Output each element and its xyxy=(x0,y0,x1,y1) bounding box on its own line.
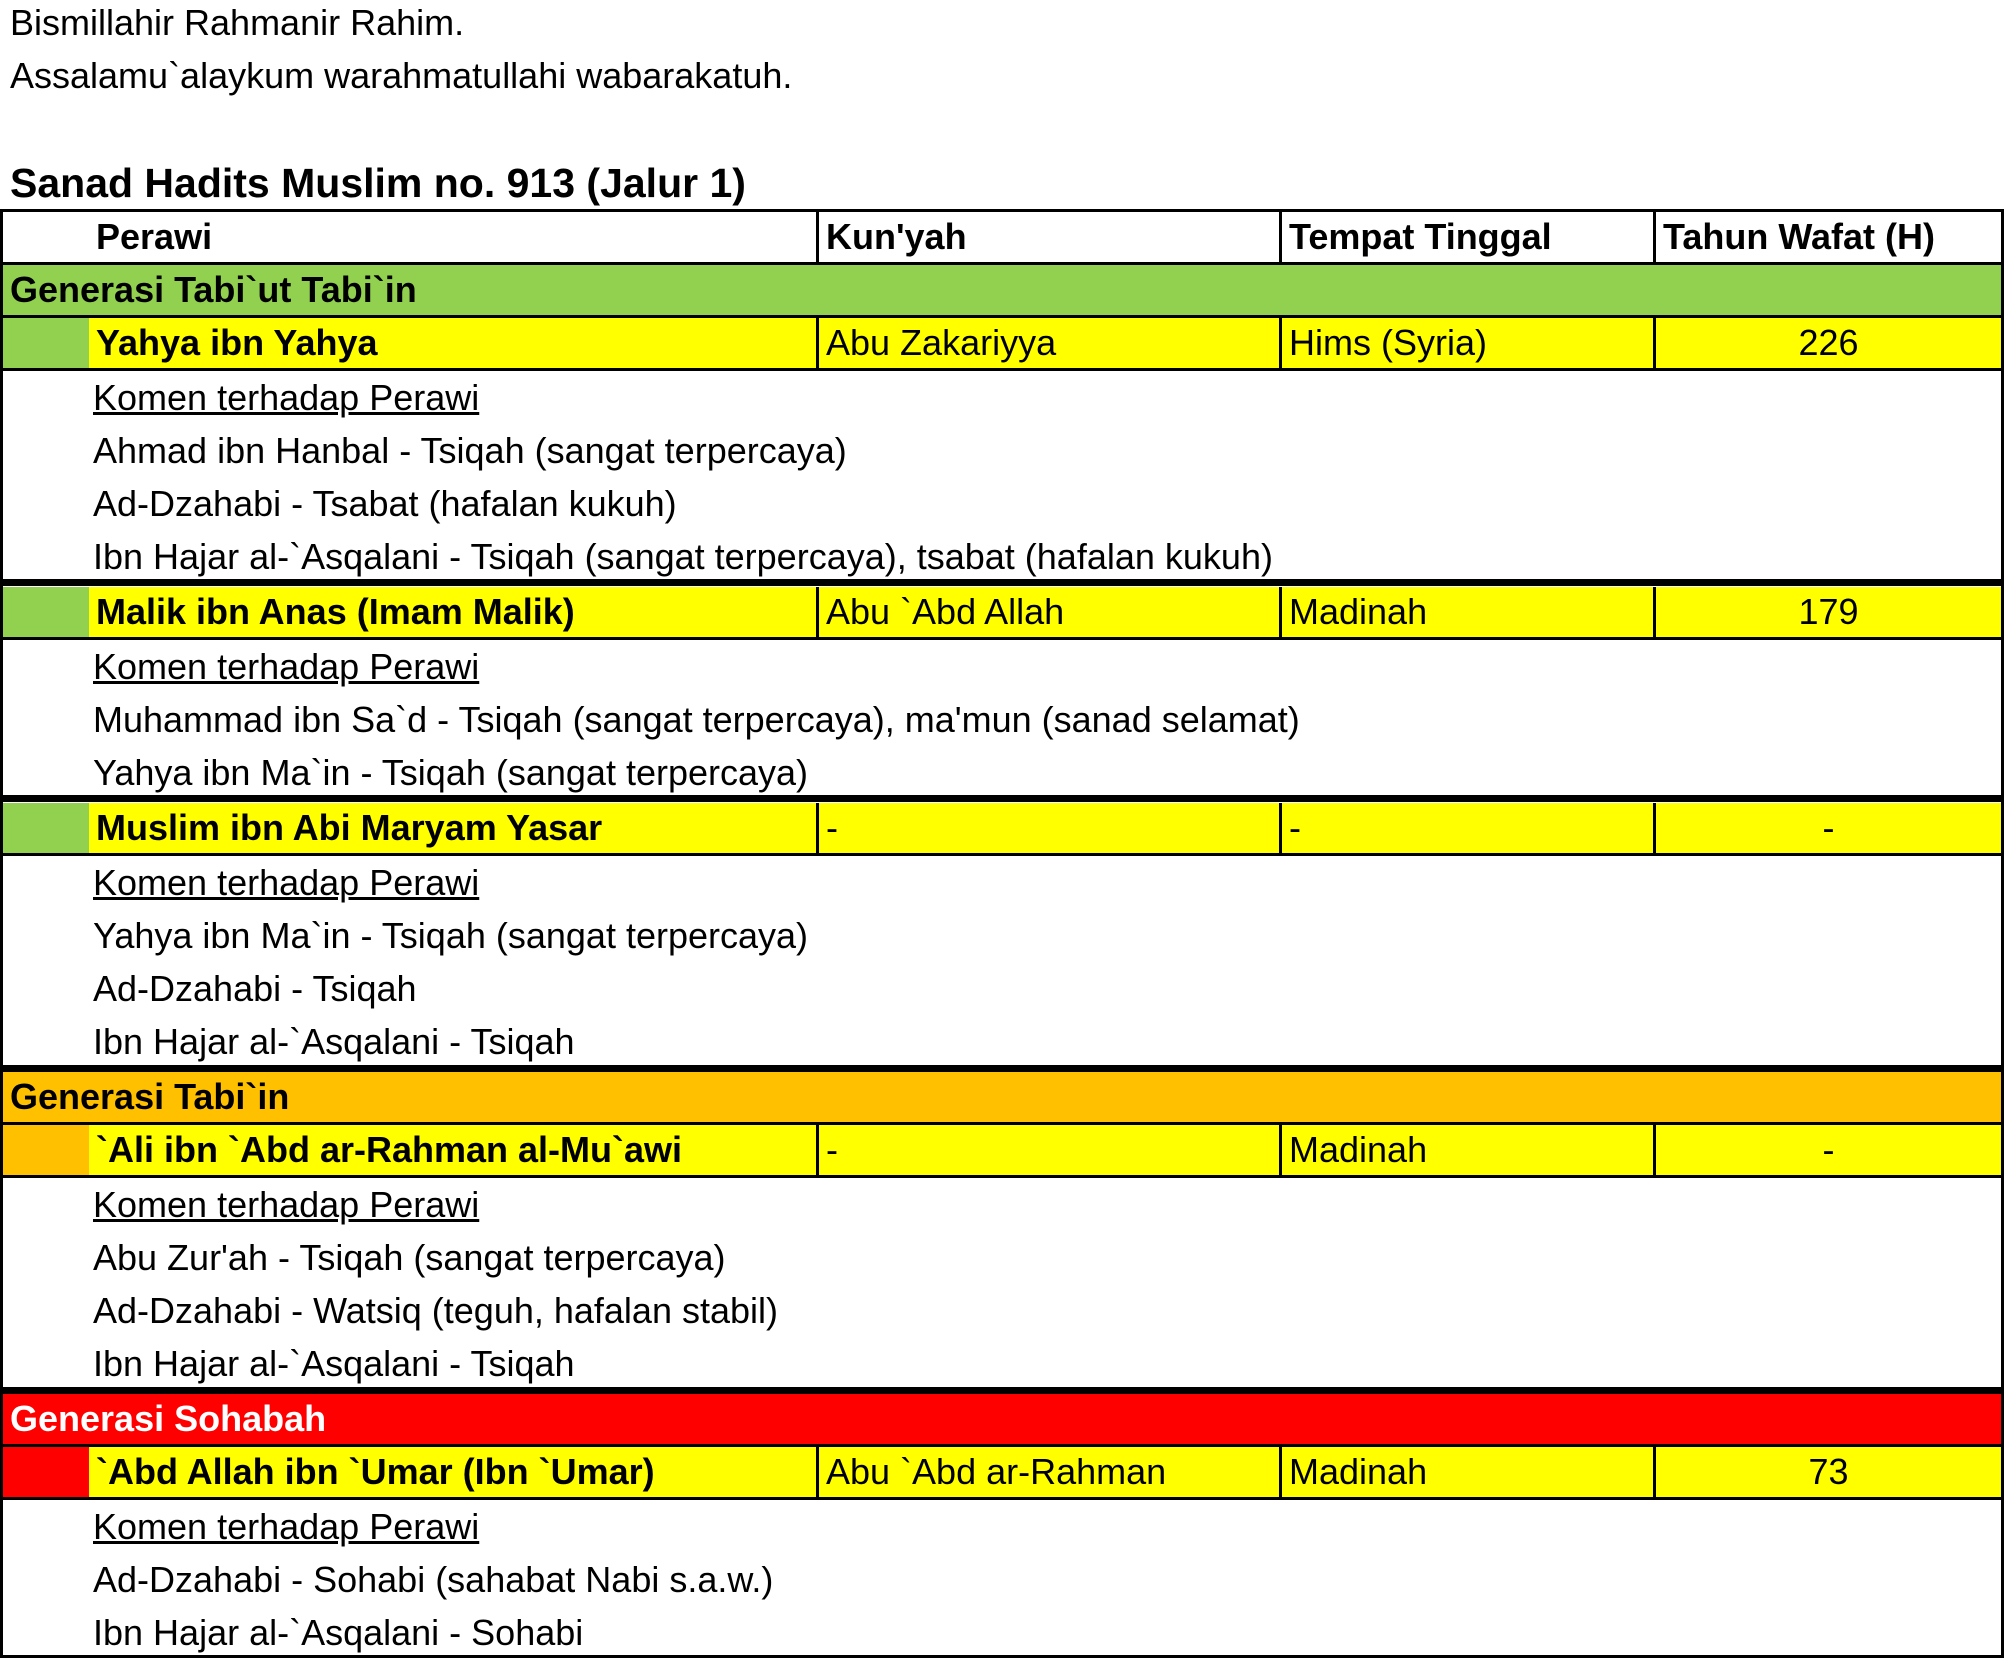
comment-line: Ad-Dzahabi - Sohabi (sahabat Nabi s.a.w.) xyxy=(93,1559,774,1600)
header-wafat: Tahun Wafat (H) xyxy=(1653,212,2001,262)
narrator-kunyah: Abu `Abd Allah xyxy=(816,587,1279,637)
generation-color-marker xyxy=(3,587,89,637)
comment-line: Ibn Hajar al-`Asqalani - Sohabi xyxy=(93,1612,584,1653)
generation-color-marker xyxy=(3,803,89,853)
comment-heading: Komen terhadap Perawi xyxy=(93,377,480,418)
generation-header xyxy=(3,1072,2001,1125)
comment-line: Yahya ibn Ma`in - Tsiqah (sangat terpercaya) xyxy=(93,752,809,793)
comment-line: Ibn Hajar al-`Asqalani - Tsiqah xyxy=(93,1021,575,1062)
row-separator xyxy=(3,579,2001,586)
row-separator xyxy=(3,795,2001,802)
narrator-wafat: 226 xyxy=(1653,318,2001,368)
narrator-kunyah: Abu `Abd ar-Rahman xyxy=(816,1447,1279,1497)
narrator-name: `Abd Allah ibn `Umar (Ibn `Umar) xyxy=(96,1451,655,1492)
comment-heading: Komen terhadap Perawi xyxy=(93,1506,480,1547)
narrator-row xyxy=(3,587,2001,640)
comment-line: Muhammad ibn Sa`d - Tsiqah (sangat terpercaya), ma'mun (sanad selamat) xyxy=(93,699,1300,740)
narrator-tempat: Hims (Syria) xyxy=(1279,318,1653,368)
narrator-tempat: - xyxy=(1279,803,1653,853)
narrator-kunyah: Abu Zakariyya xyxy=(816,318,1279,368)
narrator-row xyxy=(3,1125,2001,1178)
table-header-row xyxy=(3,212,2001,265)
narrator-wafat: 179 xyxy=(1653,587,2001,637)
generation-color-marker xyxy=(3,318,89,368)
narrator-tempat: Madinah xyxy=(1279,1125,1653,1175)
comment-line: Ibn Hajar al-`Asqalani - Tsiqah xyxy=(93,1343,575,1384)
generation-label: Generasi Tabi`in xyxy=(10,1076,290,1117)
generation-label: Generasi Tabi`ut Tabi`in xyxy=(10,269,417,310)
comment-heading: Komen terhadap Perawi xyxy=(93,646,480,687)
comment-line: Ahmad ibn Hanbal - Tsiqah (sangat terpercaya) xyxy=(93,430,847,471)
narrator-kunyah: - xyxy=(816,803,1279,853)
generation-label: Generasi Sohabah xyxy=(10,1398,327,1439)
comment-line: Ad-Dzahabi - Tsabat (hafalan kukuh) xyxy=(93,483,677,524)
narrator-row xyxy=(3,803,2001,856)
comment-line: Ad-Dzahabi - Watsiq (teguh, hafalan stabil) xyxy=(93,1290,779,1331)
greeting-line-1: Bismillahir Rahmanir Rahim. xyxy=(10,2,465,43)
section-separator xyxy=(3,1387,2001,1394)
comment-line: Yahya ibn Ma`in - Tsiqah (sangat terpercaya) xyxy=(93,915,809,956)
header-kunyah: Kun'yah xyxy=(816,212,1279,262)
generation-color-marker xyxy=(3,1447,89,1497)
narrator-name: Malik ibn Anas (Imam Malik) xyxy=(96,591,575,632)
comment-line: Ibn Hajar al-`Asqalani - Tsiqah (sangat terpercaya), tsabat (hafalan kukuh) xyxy=(93,536,1273,577)
narrator-name: Muslim ibn Abi Maryam Yasar xyxy=(96,807,603,848)
narrator-wafat: 73 xyxy=(1653,1447,2001,1497)
narrator-wafat: - xyxy=(1653,803,2001,853)
narrator-row xyxy=(3,318,2001,371)
page-title: Sanad Hadits Muslim no. 913 (Jalur 1) xyxy=(10,160,746,206)
generation-header xyxy=(3,265,2001,318)
sanad-table xyxy=(0,209,2004,1658)
comment-heading: Komen terhadap Perawi xyxy=(93,1184,480,1225)
generation-color-marker xyxy=(3,1125,89,1175)
narrator-tempat: Madinah xyxy=(1279,1447,1653,1497)
comment-line: Abu Zur'ah - Tsiqah (sangat terpercaya) xyxy=(93,1237,726,1278)
generation-header xyxy=(3,1394,2001,1447)
narrator-row xyxy=(3,1447,2001,1500)
narrator-tempat: Madinah xyxy=(1279,587,1653,637)
section-separator xyxy=(3,1065,2001,1072)
narrator-kunyah: - xyxy=(816,1125,1279,1175)
comment-line: Ad-Dzahabi - Tsiqah xyxy=(93,968,417,1009)
comment-heading: Komen terhadap Perawi xyxy=(93,862,480,903)
header-tempat: Tempat Tinggal xyxy=(1279,212,1653,262)
greeting-line-2: Assalamu`alaykum warahmatullahi wabarakatuh. xyxy=(10,55,793,96)
header-perawi: Perawi xyxy=(96,216,213,257)
narrator-name: `Ali ibn `Abd ar-Rahman al-Mu`awi xyxy=(96,1129,683,1170)
narrator-name: Yahya ibn Yahya xyxy=(96,322,378,363)
narrator-wafat: - xyxy=(1653,1125,2001,1175)
